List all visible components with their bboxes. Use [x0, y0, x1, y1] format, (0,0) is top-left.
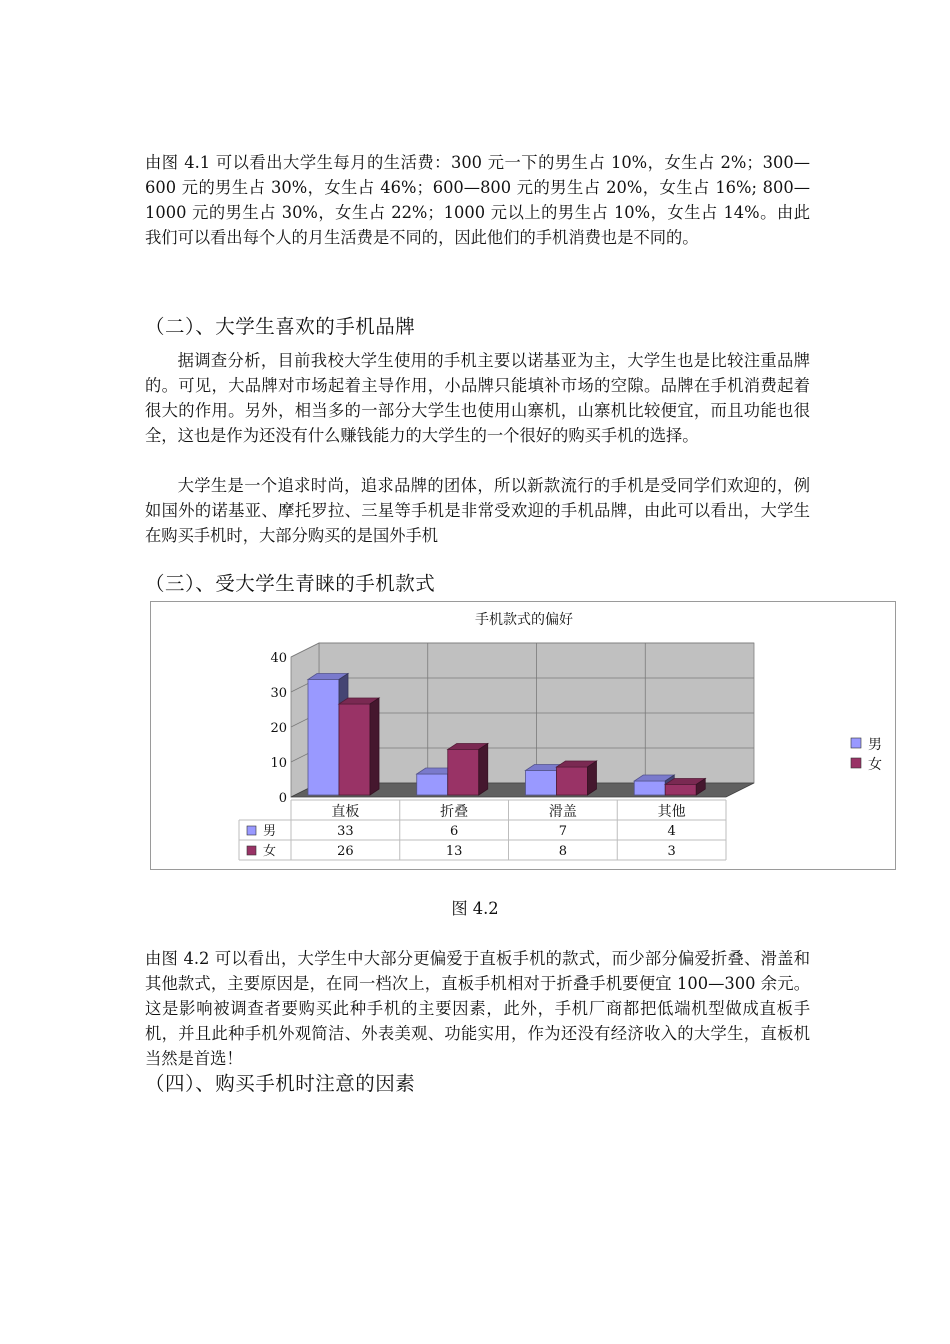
table-series-label: 男	[263, 824, 277, 839]
section-heading-brand: （二）、大学生喜欢的手机品牌	[145, 315, 416, 338]
y-tick-label: 20	[270, 721, 287, 736]
data-label: 3	[667, 844, 676, 859]
legend-box	[843, 732, 891, 774]
figure-caption: 图 4.2	[451, 899, 499, 918]
chart-phone-style-preference	[150, 601, 896, 870]
bar-女-直板	[339, 704, 370, 795]
data-label: 6	[449, 824, 459, 839]
x-tick-label: 折叠	[440, 804, 469, 820]
table-legend-key-男	[247, 826, 256, 835]
legend-label: 女	[868, 757, 882, 773]
paragraph-fashion-brand: 大学生是一个追求时尚，追求品牌的团体，所以新款流行的手机是受同学们欢迎的，例如国外的诺基亚、摩托罗拉、三星等手机是非常受欢迎的手机品牌，由此可以看出，大学生在购买手机时，大部分购买的是国外手机	[145, 476, 810, 545]
bar-男-直板	[308, 680, 339, 796]
data-label: 26	[337, 844, 354, 859]
bar-男-折叠	[417, 774, 448, 795]
section-heading-style: （三）、受大学生青睐的手机款式	[145, 572, 436, 595]
x-tick-label: 其他	[657, 804, 686, 820]
bar-side-女-直板	[370, 698, 379, 795]
y-tick-label: 0	[278, 791, 287, 806]
bar-女-折叠	[448, 750, 479, 796]
table-legend-key-女	[247, 846, 256, 855]
section-heading-factors: （四）、购买手机时注意的因素	[145, 1072, 416, 1095]
paragraph-living-expenses: 由图 4.1 可以看出大学生每月的生活费：300 元一下的男生占 10%，女生占 2%；300—600 元的男生占 30%，女生占 46%；600—800 元的男生占 20%，女生占 16%; 800—1000 元的男生占 30%，女生占 22%；1000 元以上的男生占 10%，女生占 14%。由此我们可以看出每个人的月生活费是不同的，因此他们的手机消费也是不同的。	[145, 153, 810, 247]
data-label: 13	[445, 844, 463, 859]
chart-svg	[151, 602, 897, 871]
bar-side-女-滑盖	[588, 761, 597, 795]
y-tick-label: 30	[270, 686, 287, 701]
legend-key-女	[851, 758, 861, 768]
paragraph-style-analysis: 由图 4.2 可以看出，大学生中大部分更偏爱于直板手机的款式，而少部分偏爱折叠、滑盖和其他款式，主要原因是，在同一档次上，直板手机相对于折叠手机要便宜 100—300 余元。这是影响被调查者要购买此种手机的主要因素，此外，手机厂商都把低端机型做成直板手机，并且此种手机外观简洁、外表美观、功能实用，作为还没有经济收入的大学生，直板机当然是首选！	[145, 949, 810, 1068]
x-tick-label: 直板	[331, 804, 360, 820]
data-label: 7	[558, 824, 568, 839]
paragraph-brand-analysis: 据调查分析，目前我校大学生使用的手机主要以诺基亚为主，大学生也是比较注重品牌的。可见，大品牌对市场起着主导作用，小品牌只能填补市场的空隙。品牌在手机消费起着很大的作用。另外，相当多的一部分大学生也使用山寨机，山寨机比较便宜，而且功能也很全，这也是作为还没有什么赚钱能力的大学生的一个很好的购买手机的选择。	[145, 351, 810, 445]
bar-男-滑盖	[526, 771, 557, 796]
legend-label: 男	[868, 737, 882, 753]
bar-女-其他	[665, 785, 696, 796]
chart-title: 手机款式的偏好	[475, 612, 573, 628]
y-tick-label: 40	[270, 651, 287, 666]
data-label: 8	[558, 844, 568, 859]
data-label: 33	[337, 824, 354, 839]
x-tick-label: 滑盖	[548, 804, 577, 820]
bar-side-女-折叠	[479, 744, 488, 796]
y-tick-label: 10	[270, 756, 287, 771]
legend-key-男	[851, 738, 861, 748]
bar-男-其他	[634, 781, 665, 795]
bar-女-滑盖	[557, 767, 588, 795]
table-series-label: 女	[263, 844, 277, 859]
data-label: 4	[667, 824, 676, 839]
